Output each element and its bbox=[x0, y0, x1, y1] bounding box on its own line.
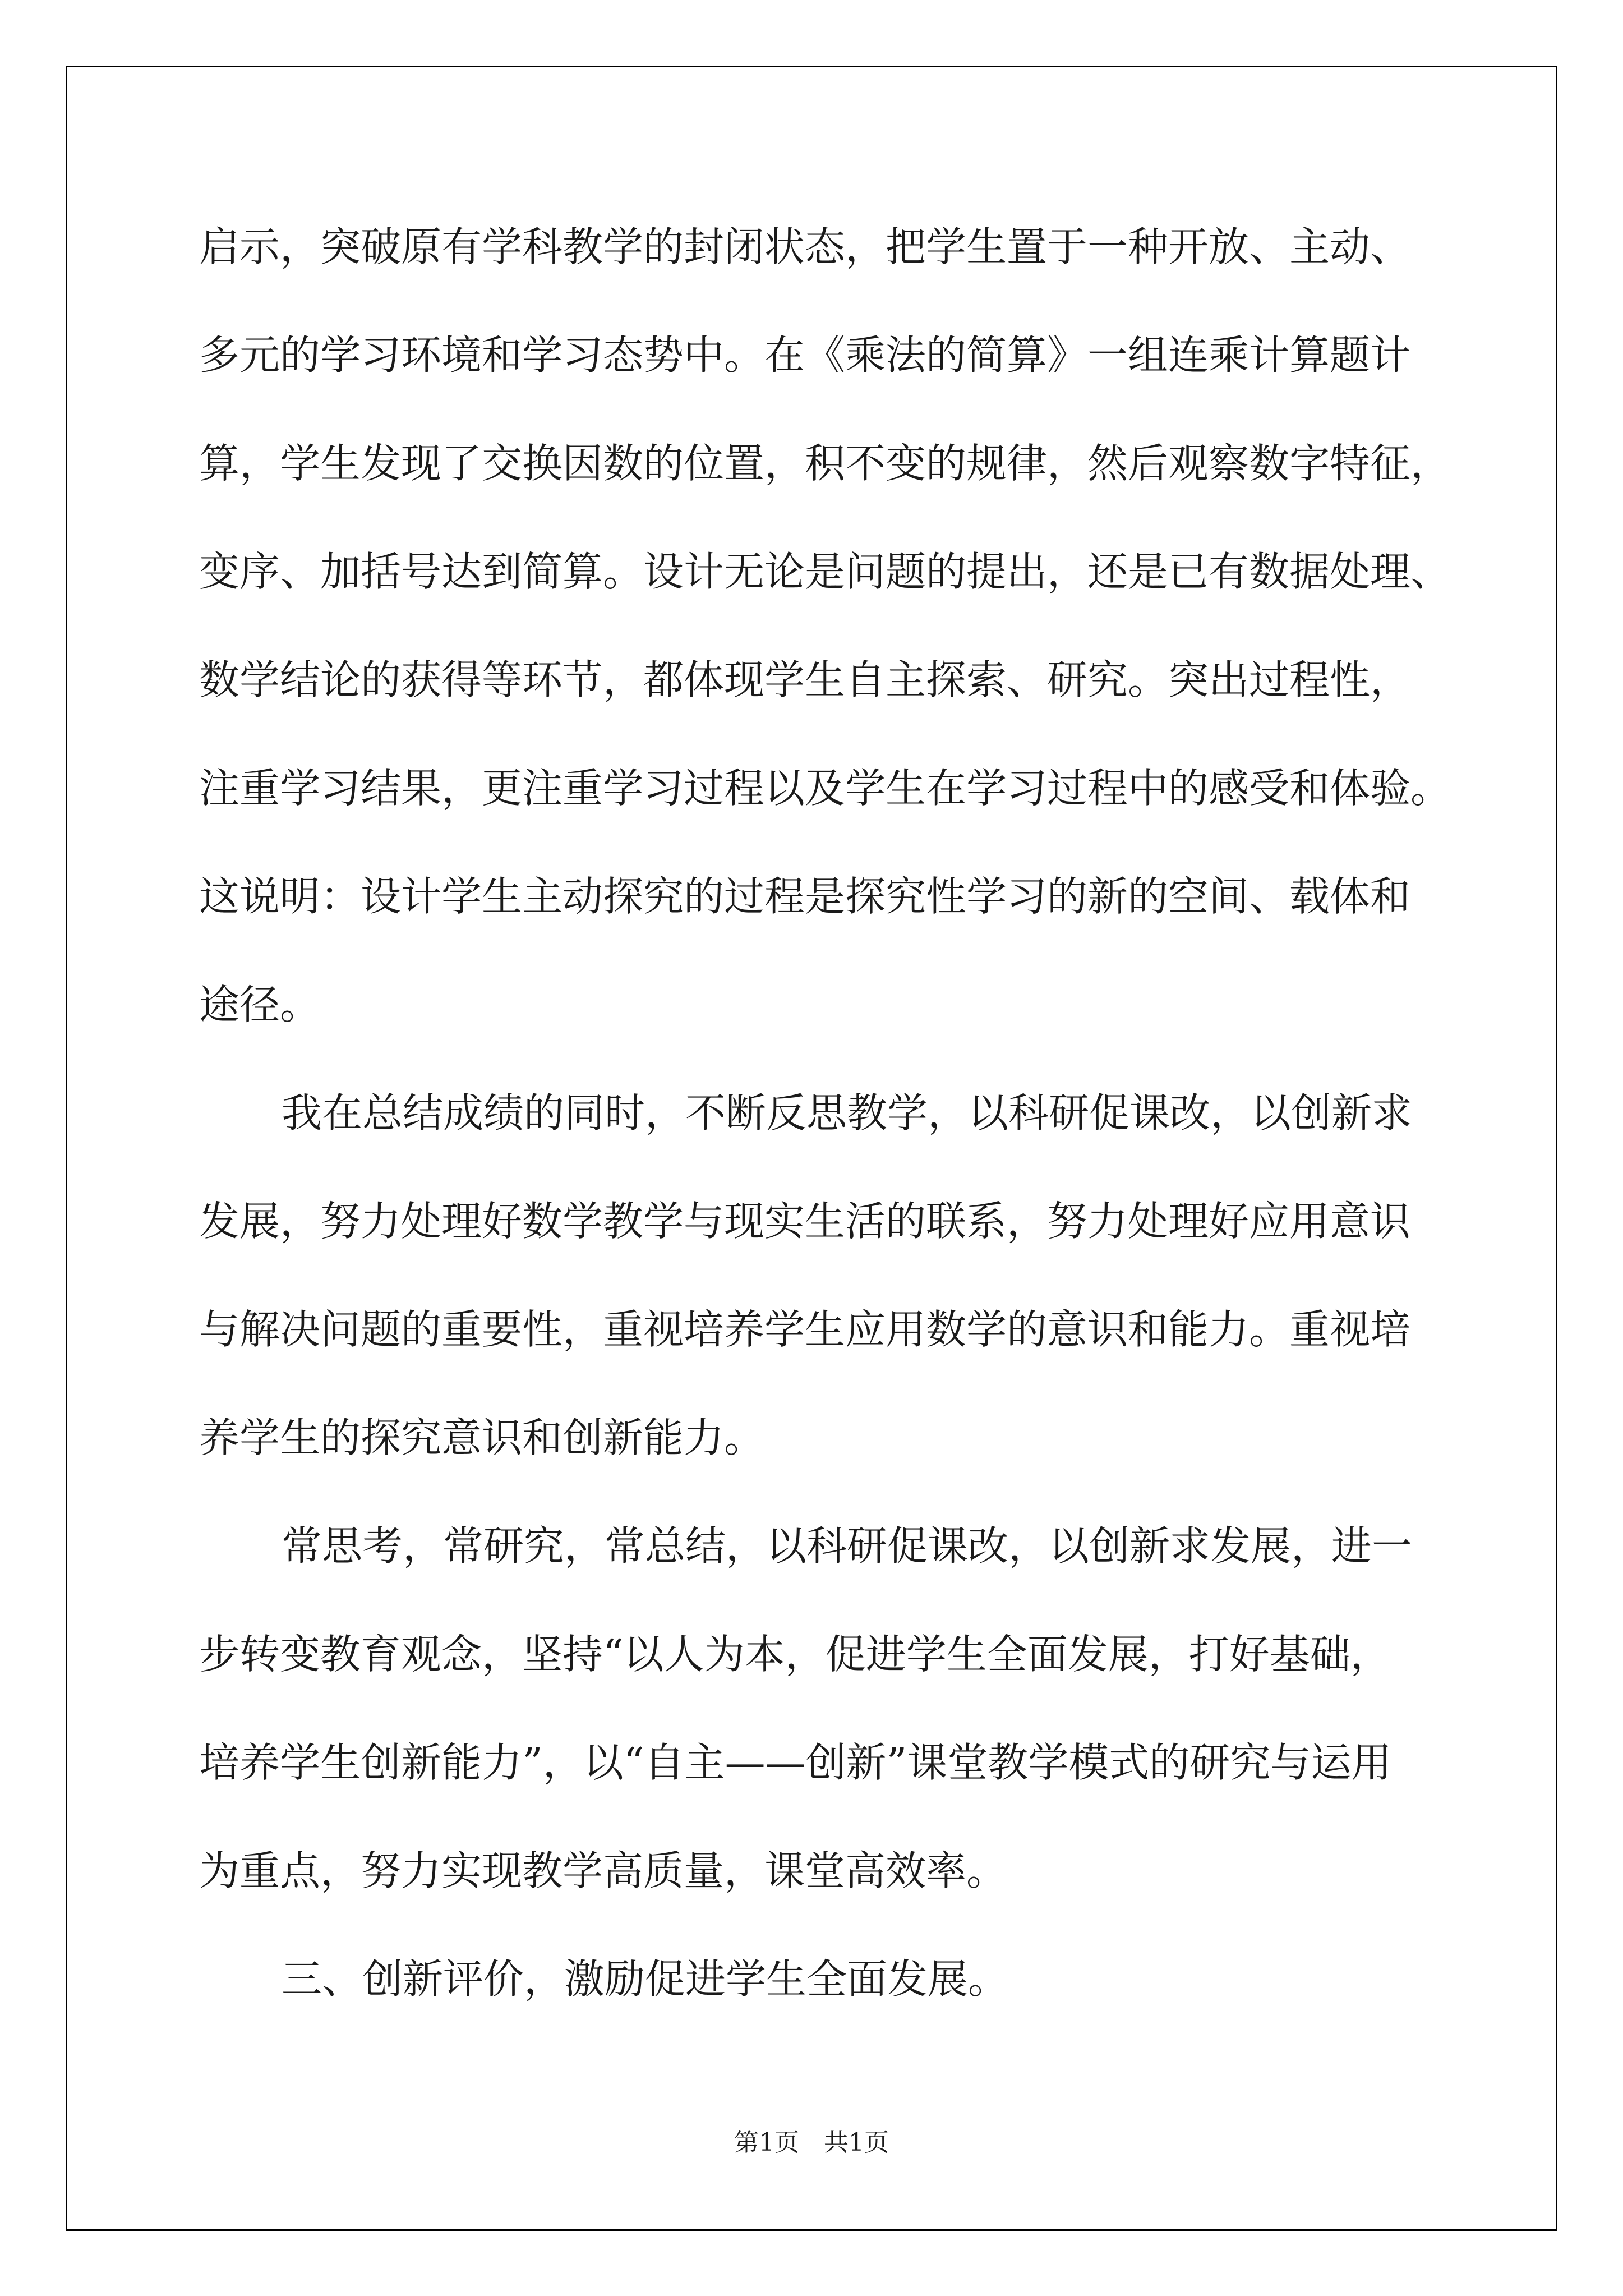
text-line: 这说明：设计学生主动探究的过程是探究性学习的新的空间、载体和 bbox=[199, 873, 1411, 920]
text-line: 算，学生发现了交换因数的位置，积不变的规律，然后观察数字特征， bbox=[199, 440, 1451, 487]
text-line: 途径。 bbox=[199, 981, 321, 1028]
text-line: 变序、加括号达到简算。设计无论是问题的提出，还是已有数据处理、 bbox=[199, 548, 1451, 595]
text-line: 发展，努力处理好数学教学与现实生活的联系，努力处理好应用意识 bbox=[199, 1198, 1411, 1245]
text-line: 常思考，常研究，常总结，以科研促课改，以创新求发展，进一 bbox=[282, 1522, 1413, 1570]
text-line: 启示，突破原有学科教学的封闭状态，把学生置于一种开放、主动、 bbox=[199, 223, 1411, 270]
text-line: 注重学习结果，更注重学习过程以及学生在学习过程中的感受和体验。 bbox=[199, 765, 1451, 812]
text-line: 与解决问题的重要性，重视培养学生应用数学的意识和能力。重视培 bbox=[199, 1306, 1411, 1353]
text-line: 我在总结成绩的同时，不断反思教学，以科研促课改，以创新求 bbox=[282, 1089, 1413, 1137]
page-number: 第1页 共1页 bbox=[734, 2128, 889, 2157]
text-line: 多元的学习环境和学习态势中。在《乘法的简算》一组连乘计算题计 bbox=[199, 332, 1411, 379]
text-line: 为重点，努力实现教学高质量，课堂高效率。 bbox=[199, 1847, 1007, 1894]
text-line: 养学生的探究意识和创新能力。 bbox=[199, 1414, 765, 1461]
page-border bbox=[66, 66, 1557, 2231]
text-line: 步转变教育观念，坚持“以人为本，促进学生全面发展，打好基础， bbox=[199, 1631, 1391, 1678]
text-line: 培养学生创新能力”，以“自主——创新”课堂教学模式的研究与运用 bbox=[199, 1739, 1392, 1786]
section-heading: 三、创新评价，激励促进学生全面发展。 bbox=[282, 1955, 1009, 2003]
text-line: 数学结论的获得等环节，都体现学生自主探索、研究。突出过程性， bbox=[199, 656, 1411, 703]
